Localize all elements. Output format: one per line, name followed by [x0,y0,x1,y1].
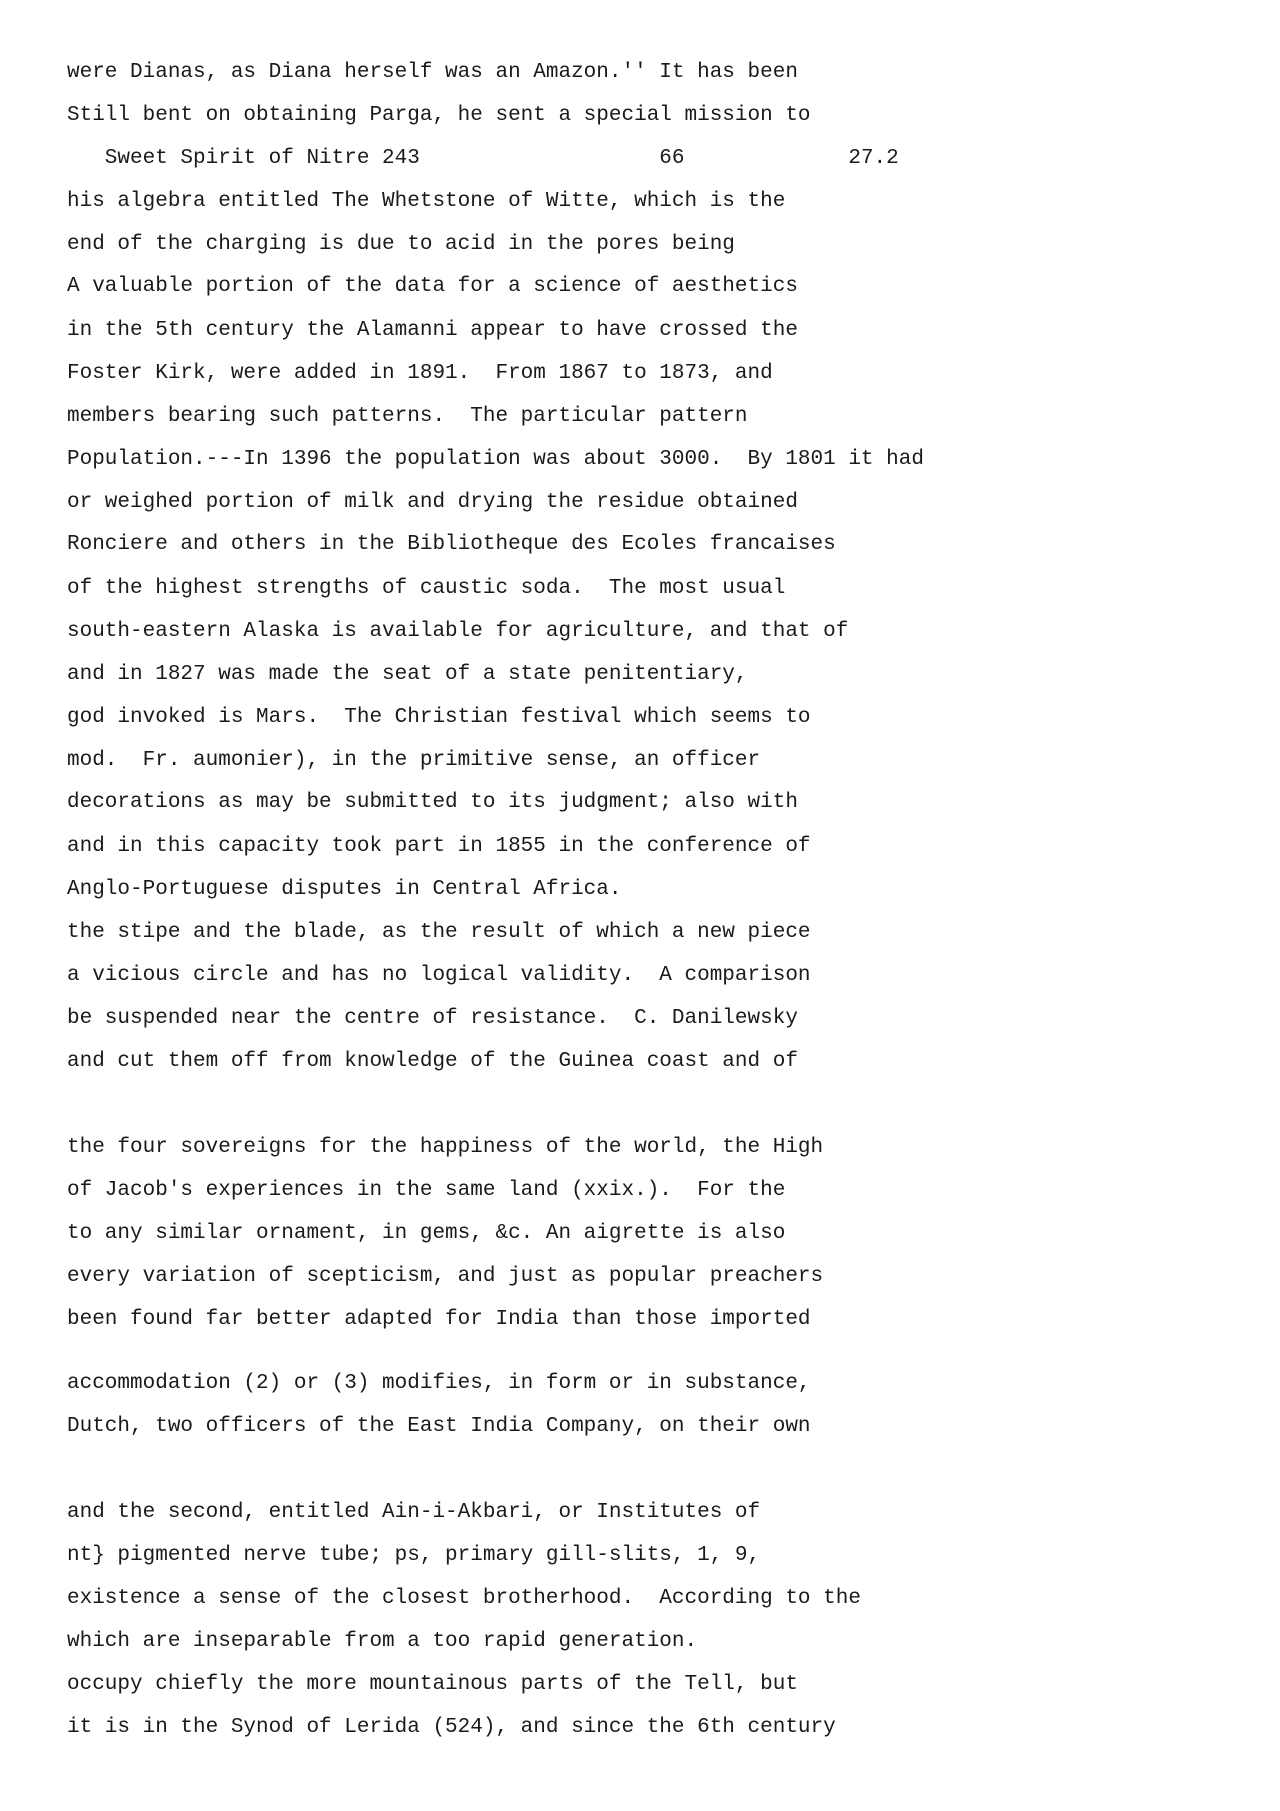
text-line: and in this capacity took part in 1855 in the conference of [67,835,811,858]
text-line: occupy chiefly the more mountainous parts of the Tell, but [67,1673,798,1696]
text-line: Dutch, two officers of the East India Company, on their own [67,1415,811,1438]
text-line: end of the charging is due to acid in the pores being [67,233,735,256]
text-line: accommodation (2) or (3) modifies, in form or in substance, [67,1372,811,1395]
text-line: decorations as may be submitted to its judgment; also with [67,791,798,814]
text-line: the stipe and the blade, as the result of which a new piece [67,921,811,944]
text-line: a vicious circle and has no logical validity. A comparison [67,964,811,987]
text-line: be suspended near the centre of resistance. C. Danilewsky [67,1007,798,1030]
text-line: Foster Kirk, were added in 1891. From 1867 to 1873, and [67,362,773,385]
text-line: been found far better adapted for India than those imported [67,1308,811,1331]
text-line: mod. Fr. aumonier), in the primitive sense, an officer [67,749,761,772]
text-line: every variation of scepticism, and just as popular preachers [67,1265,824,1288]
text-line: Population.---In 1396 the population was about 3000. By 1801 it had [67,448,924,471]
text-line: and in 1827 was made the seat of a state penitentiary, [67,663,748,686]
text-line: the four sovereigns for the happiness of the world, the High [67,1136,824,1159]
text-line: or weighed portion of milk and drying the residue obtained [67,491,798,514]
text-line: A valuable portion of the data for a science of aesthetics [67,275,798,298]
text-line: existence a sense of the closest brotherhood. According to the [67,1587,861,1610]
text-line: it is in the Synod of Lerida (524), and since the 6th century [67,1716,836,1739]
text-line: Anglo-Portuguese disputes in Central Africa. [67,878,622,901]
text-line: of Jacob's experiences in the same land (xxix.). For the [67,1179,786,1202]
text-line: his algebra entitled The Whetstone of Witte, which is the [67,190,786,213]
text-line: Ronciere and others in the Bibliotheque des Ecoles francaises [67,533,836,556]
text-line: of the highest strengths of caustic soda. The most usual [67,577,786,600]
text-line: Still bent on obtaining Parga, he sent a special mission to [67,104,811,127]
text-line: to any similar ornament, in gems, &c. An aigrette is also [67,1222,786,1245]
text-line: and the second, entitled Ain-i-Akbari, or Institutes of [67,1501,761,1524]
text-line: god invoked is Mars. The Christian festival which seems to [67,706,811,729]
text-line: nt} pigmented nerve tube; ps, primary gill-slits, 1, 9, [67,1544,761,1567]
text-line: and cut them off from knowledge of the Guinea coast and of [67,1050,798,1073]
text-line: in the 5th century the Alamanni appear to have crossed the [67,319,798,342]
text-line: members bearing such patterns. The particular pattern [67,405,748,428]
table-row: Sweet Spirit of Nitre 243 66 27.2 [67,147,899,170]
text-line: which are inseparable from a too rapid generation. [67,1630,698,1653]
text-line: were Dianas, as Diana herself was an Amazon.'' It has been [67,61,798,84]
text-line: south-eastern Alaska is available for agriculture, and that of [67,620,849,643]
